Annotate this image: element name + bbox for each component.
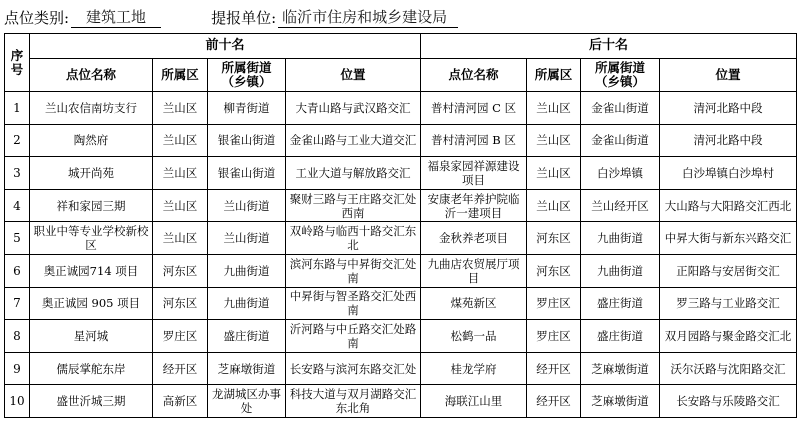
- top-street-cell: 银雀山街道: [208, 124, 286, 157]
- top-name-cell: 盛世沂城三期: [30, 385, 153, 418]
- bottom-location-cell: 双月园路与聚金路交汇北: [660, 320, 797, 353]
- row-index: 9: [5, 352, 30, 385]
- bottom-street-cell: 九曲街道: [581, 222, 660, 255]
- top-name-cell: 星河城: [30, 320, 153, 353]
- top-name-cell: 陶然府: [30, 124, 153, 157]
- bottom-district-cell: 经开区: [527, 385, 581, 418]
- bottom-location-cell: 清河北路中段: [660, 92, 797, 125]
- bottom-name-cell: 桂龙学府: [421, 352, 527, 385]
- bottom-street-cell: 芝麻墩街道: [581, 385, 660, 418]
- table-row: [5, 124, 797, 157]
- bottom-district-cell: 兰山区: [527, 189, 581, 222]
- top-street-cell: 九曲街道: [208, 254, 286, 287]
- table-row: [5, 352, 797, 385]
- top-name-cell: 奥正诚园714 项目: [30, 254, 153, 287]
- top-ten-header: 前十名: [30, 34, 421, 59]
- group-header-row: [5, 34, 797, 59]
- table-row: [5, 287, 797, 320]
- row-index: 10: [5, 385, 30, 418]
- bottom-street-cell: 盛庄街道: [581, 287, 660, 320]
- table-row: [5, 189, 797, 222]
- top-street-cell: 柳青街道: [208, 92, 286, 125]
- row-index: 1: [5, 92, 30, 125]
- bottom-location-cell: 沃尔沃路与沈阳路交汇: [660, 352, 797, 385]
- bottom-street-cell: 芝麻墩街道: [581, 352, 660, 385]
- top-district-cell: 兰山区: [153, 124, 208, 157]
- top-street-cell: 芝麻墩街道: [208, 352, 286, 385]
- ranking-table: [4, 33, 797, 418]
- top-location-cell: 沂河路与中丘路交汇处路南: [286, 320, 421, 353]
- bottom-name-cell: 海联江山里: [421, 385, 527, 418]
- bottom-district-header: 所属区: [527, 59, 581, 92]
- top-name-cell: 儒辰掌舵东岸: [30, 352, 153, 385]
- bottom-street-cell: 盛庄街道: [581, 320, 660, 353]
- bottom-street-header: 所属街道（乡镇）: [581, 59, 660, 92]
- bottom-name-cell: 煤苑新区: [421, 287, 527, 320]
- top-district-cell: 兰山区: [153, 222, 208, 255]
- bottom-name-cell: 安康老年养护院临沂一建项目: [421, 189, 527, 222]
- bottom-name-cell: 普村清河园 B 区: [421, 124, 527, 157]
- table-row: [5, 385, 797, 418]
- row-index: 6: [5, 254, 30, 287]
- top-location-cell: 中昇街与智圣路交汇处西南: [286, 287, 421, 320]
- top-name-cell: 职业中等专业学校新校区: [30, 222, 153, 255]
- bottom-street-cell: 兰山经开区: [581, 189, 660, 222]
- top-street-cell: 兰山街道: [208, 189, 286, 222]
- top-district-cell: 经开区: [153, 352, 208, 385]
- table-row: [5, 320, 797, 353]
- top-name-header: 点位名称: [30, 59, 153, 92]
- top-location-cell: 大青山路与武汉路交汇: [286, 92, 421, 125]
- bottom-location-cell: 正阳路与安居街交汇: [660, 254, 797, 287]
- top-district-cell: 高新区: [153, 385, 208, 418]
- bottom-ten-header: 后十名: [421, 34, 797, 59]
- top-location-cell: 金雀山路与工业大道交汇: [286, 124, 421, 157]
- top-location-header: 位置: [286, 59, 421, 92]
- index-header: 序号: [5, 34, 30, 92]
- top-street-cell: 银雀山街道: [208, 157, 286, 190]
- unit-value: 临沂市住房和城乡建设局: [278, 6, 458, 28]
- top-district-cell: 兰山区: [153, 157, 208, 190]
- bottom-name-header: 点位名称: [421, 59, 527, 92]
- top-location-cell: 科技大道与双月湖路交汇东北角: [286, 385, 421, 418]
- bottom-street-cell: 金雀山街道: [581, 124, 660, 157]
- unit-label: 提报单位:: [211, 8, 277, 27]
- bottom-name-cell: 金秋养老项目: [421, 222, 527, 255]
- bottom-district-cell: 兰山区: [527, 124, 581, 157]
- top-name-cell: 奥正诚园 905 项目: [30, 287, 153, 320]
- top-district-cell: 河东区: [153, 254, 208, 287]
- top-street-header: 所属街道（乡镇）: [208, 59, 286, 92]
- row-index: 5: [5, 222, 30, 255]
- table-row: [5, 92, 797, 125]
- bottom-district-cell: 兰山区: [527, 157, 581, 190]
- bottom-district-cell: 罗庄区: [527, 320, 581, 353]
- top-location-cell: 长安路与滨河东路交汇处: [286, 352, 421, 385]
- bottom-location-header: 位置: [660, 59, 797, 92]
- column-header-row: [5, 59, 797, 92]
- top-district-cell: 兰山区: [153, 189, 208, 222]
- bottom-name-cell: 普村清河园 C 区: [421, 92, 527, 125]
- top-location-cell: 工业大道与解放路交汇: [286, 157, 421, 190]
- bottom-district-cell: 罗庄区: [527, 287, 581, 320]
- table-row: [5, 157, 797, 190]
- table-row: [5, 222, 797, 255]
- top-location-cell: 滨河东路与中昇街交汇处南: [286, 254, 421, 287]
- category-value: 建筑工地: [71, 6, 161, 28]
- table-body: [5, 92, 797, 418]
- top-name-cell: 祥和家园三期: [30, 189, 153, 222]
- top-location-cell: 双岭路与临西十路交汇东北: [286, 222, 421, 255]
- top-name-cell: 兰山农信南坊支行: [30, 92, 153, 125]
- row-index: 4: [5, 189, 30, 222]
- bottom-location-cell: 白沙埠镇白沙埠村: [660, 157, 797, 190]
- table-row: [5, 254, 797, 287]
- bottom-name-cell: 松鹤一品: [421, 320, 527, 353]
- top-street-cell: 龙湖城区办事处: [208, 385, 286, 418]
- top-street-cell: 九曲街道: [208, 287, 286, 320]
- top-district-cell: 河东区: [153, 287, 208, 320]
- top-name-cell: 城开尚苑: [30, 157, 153, 190]
- bottom-name-cell: 九曲店农贸展厅项目: [421, 254, 527, 287]
- bottom-location-cell: 大山路与大阳路交汇西北: [660, 189, 797, 222]
- top-street-cell: 盛庄街道: [208, 320, 286, 353]
- row-index: 3: [5, 157, 30, 190]
- bottom-district-cell: 河东区: [527, 222, 581, 255]
- row-index: 8: [5, 320, 30, 353]
- bottom-location-cell: 中昇大街与新东兴路交汇: [660, 222, 797, 255]
- top-district-cell: 兰山区: [153, 92, 208, 125]
- bottom-district-cell: 兰山区: [527, 92, 581, 125]
- bottom-street-cell: 白沙埠镇: [581, 157, 660, 190]
- bottom-district-cell: 河东区: [527, 254, 581, 287]
- bottom-district-cell: 经开区: [527, 352, 581, 385]
- category-label: 点位类别:: [4, 8, 70, 27]
- bottom-location-cell: 长安路与乐陵路交汇: [660, 385, 797, 418]
- top-street-cell: 兰山街道: [208, 222, 286, 255]
- bottom-location-cell: 清河北路中段: [660, 124, 797, 157]
- bottom-street-cell: 九曲街道: [581, 254, 660, 287]
- bottom-street-cell: 金雀山街道: [581, 92, 660, 125]
- top-district-cell: 罗庄区: [153, 320, 208, 353]
- bottom-name-cell: 福泉家园祥源建设项目: [421, 157, 527, 190]
- top-district-header: 所属区: [153, 59, 208, 92]
- row-index: 2: [5, 124, 30, 157]
- bottom-location-cell: 罗三路与工业路交汇: [660, 287, 797, 320]
- top-location-cell: 聚财三路与王庄路交汇处西南: [286, 189, 421, 222]
- report-header: [4, 4, 458, 30]
- row-index: 7: [5, 287, 30, 320]
